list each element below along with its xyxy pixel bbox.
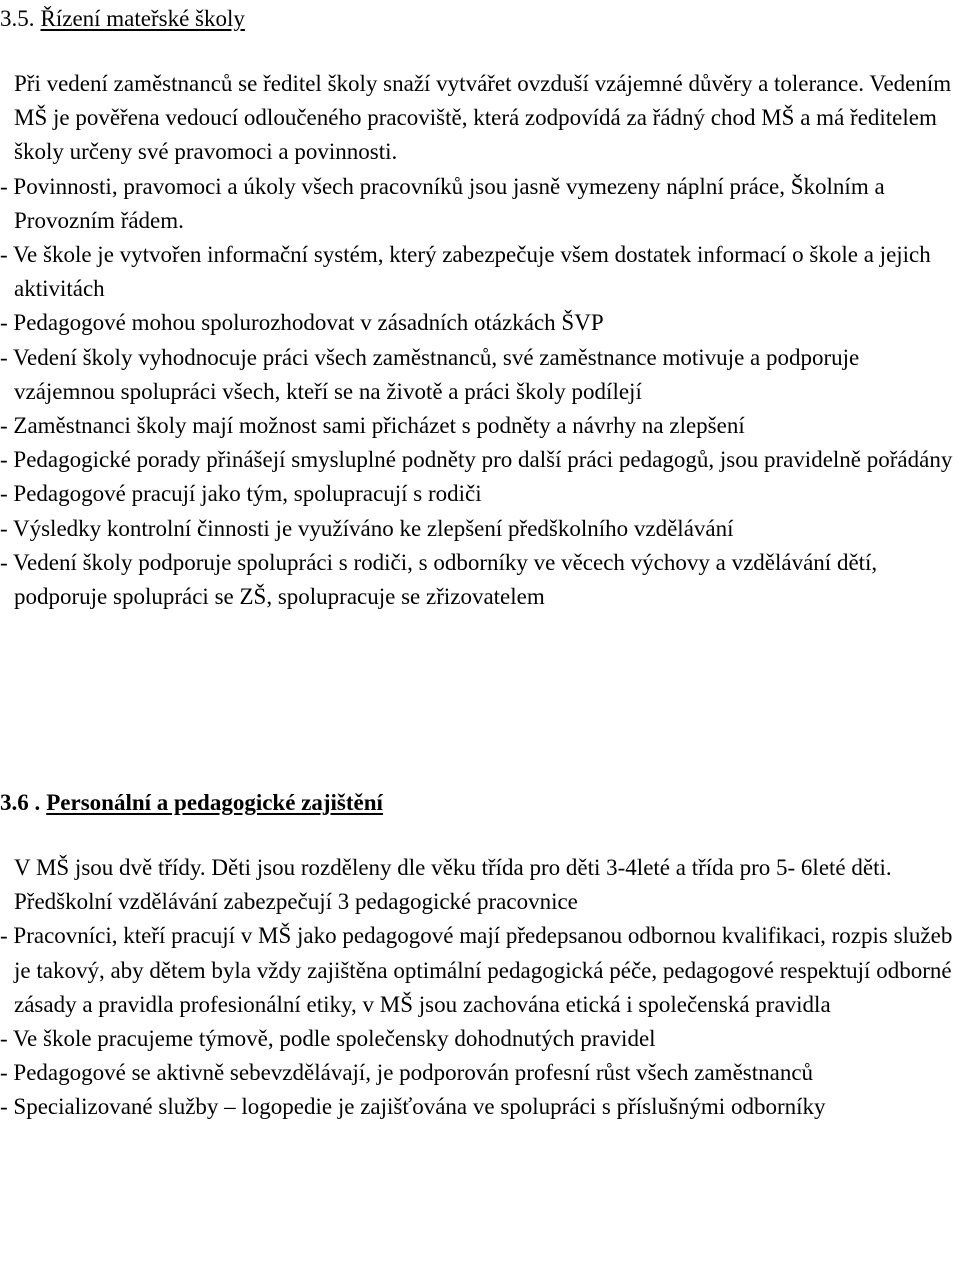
intro-paragraph: Při vedení zaměstnanců se ředitel školy snaží vytvářet ovzduší vzájemné důvěry a tolerance. Vedením MŠ je pověřena vedoucí odloučeného pracoviště, která zodpovídá za řádný chod MŠ a má ředitelem školy určeny své pravomoci a povinnosti. — [14, 71, 952, 165]
list-item: - Pedagogové pracují jako tým, spolupracují s rodiči — [0, 481, 482, 507]
list-item: - Vedení školy podporuje spolupráci s rodiči, s odborníky ve věcech výchovy a vzdělávání dětí, podporuje spolupráci se ZŠ, spolupracuje se zřizovatelem — [0, 549, 878, 610]
section-heading — [0, 789, 383, 817]
section-body — [0, 67, 960, 614]
section-title: Personální a pedagogické zajištění — [46, 790, 383, 815]
section-number: 3.6 . — [0, 790, 41, 815]
list-item: - Ve škole pracujeme týmově, podle společensky dohodnutých pravidel — [0, 1026, 656, 1052]
intro-paragraph: V MŠ jsou dvě třídy. Děti jsou rozděleny dle věku třída pro děti 3-4leté a třída pro 5- 6leté děti. Předškolní vzdělávání zabezpečují 3 pedagogické pracovnice — [14, 855, 892, 915]
list-item: - Vedení školy vyhodnocuje práci všech zaměstnanců, své zaměstnance motivuje a podporuje vzájemnou spolupráci všech, kteří se na životě a práci školy podílejí — [0, 344, 860, 404]
list-item: - Specializované služby – logopedie je zajišťována ve spolupráci s příslušnými odborníky — [0, 1094, 826, 1120]
list-item: - Ve škole je vytvořen informační systém, který zabezpečuje všem dostatek informací o škole a jejich aktivitách — [0, 242, 931, 302]
section-title: Řízení mateřské školy — [40, 6, 245, 31]
list-item: - Pracovníci, kteří pracují v MŠ jako pedagogové mají předepsanou odbornou kvalifikaci, rozpis služeb je takový, aby dětem byla vždy zajištěna optimální pedagogická péče, pedagogové respektují odborné zásady a pravidla profesionální etiky, v MŠ jsou zachována etická i společenská pravidla — [0, 923, 953, 1017]
list-item: - Pedagogové mohou spolurozhodovat v zásadních otázkách ŠVP — [0, 310, 604, 336]
list-item: - Zaměstnanci školy mají možnost sami přicházet s podněty a návrhy na zlepšení — [0, 413, 745, 439]
section-heading — [0, 5, 245, 33]
list-item: - Pedagogické porady přinášejí smysluplné podněty pro další práci pedagogů, jsou pravidelně pořádány — [0, 447, 953, 473]
list-item: - Výsledky kontrolní činnosti je využíváno ke zlepšení předškolního vzdělávání — [0, 515, 734, 541]
list-item: - Pedagogové se aktivně sebevzdělávají, je podporován profesní růst všech zaměstnanců — [0, 1060, 814, 1086]
section-number: 3.5. — [0, 6, 35, 31]
section-body — [0, 851, 960, 1125]
list-item: - Povinnosti, pravomoci a úkoly všech pracovníků jsou jasně vymezeny náplní práce, Školním a Provozním řádem. — [0, 173, 885, 233]
